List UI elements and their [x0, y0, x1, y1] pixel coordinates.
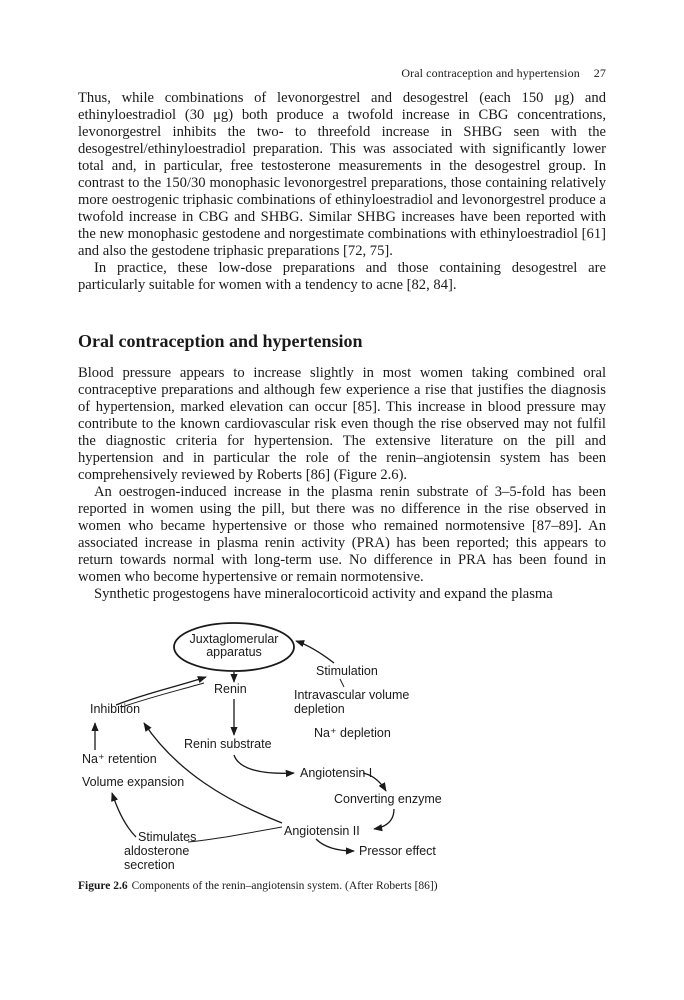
converting-enzyme-label: Converting enzyme [334, 792, 442, 806]
substrate-to-angiotensin-1-arrow [234, 755, 294, 773]
jga-label-line1: Juxtaglomerular [189, 632, 279, 646]
stimulation-label: Stimulation [316, 664, 378, 678]
paragraph: Blood pressure appears to increase slightly in most women taking combined oral contraceptive preparations and although few experience a rise that justifies the diagnosis of hypertension, marked elevation can occur [85]. This increase in blood pressure may contribute to the known cardiovascular risk even though the rise observed may not fulfil the diagnostic criteria for hypertension. The extensive literature on the pill and hypertension and in particular the role of the renin–angiotensin system has been comprehensively reviewed by Roberts [86] (Figure 2.6). [78, 365, 606, 483]
stimulates-label-line1: Stimulates [138, 830, 197, 844]
stimulation-tick [340, 679, 344, 687]
angiotensin-1-label: Angiotensin I [300, 766, 373, 780]
page-number: 27 [593, 66, 606, 80]
intravascular-label-line2: depletion [294, 702, 345, 716]
volume-expansion-label: Volume expansion [82, 775, 185, 789]
renin-substrate-label: Renin substrate [184, 737, 272, 751]
jga-label-line2: apparatus [206, 645, 262, 659]
angiotensin-2-to-pressor-arrow [316, 839, 354, 851]
intravascular-label-line1: Intravascular volume [294, 688, 410, 702]
figure-caption-text: Components of the renin–angiotensin system. (After Roberts [86]) [131, 880, 438, 892]
angiotensin-2-to-aldosterone-line [188, 827, 282, 842]
aldosterone-to-volume-arrow [112, 793, 136, 837]
inhibition-label: Inhibition [90, 702, 141, 716]
renin-angiotensin-diagram [76, 615, 476, 875]
paragraph: Thus, while combinations of levonorgestrel and desogestrel (each 150 μg) and ethinyloestradiol (30 μg) both produce a twofold increase in CBG concentrations, levonorgestrel inhibits the two- to threefold increase in SHBG seen with the desogestrel/ethinyloestradiol preparation. This was associated with significantly lower total and, in particular, free testosterone measurements in the desogestrel group. In contrast to the 150/30 monophasic levonorgestrel preparations, those containing relatively more oestrogenic triphasic combinations of ethinyloestradiol and levonorgestrel produce a twofold increase in CBG and SHBG. Similar SHBG increases have been reported with the new monophasic gestodene and norgestimate combinations with ethinyloestradiol [61] and also the gestodene triphasic preparations [72, 75]. [78, 90, 606, 259]
running-header [401, 66, 606, 81]
diagram-canvas [76, 615, 476, 875]
running-title: Oral contraception and hypertension [401, 66, 580, 80]
section-text [78, 365, 606, 603]
intro-text [78, 90, 606, 294]
figure-caption-label: Figure 2.6 [78, 880, 128, 892]
na-depletion-label: Na⁺ depletion [314, 726, 391, 740]
paragraph: Synthetic progestogens have mineralocorticoid activity and expand the plasma [94, 586, 553, 602]
paragraph: In practice, these low-dose preparations and those containing desogestrel are particularly suitable for women with a tendency to acne [82, 84]. [78, 260, 606, 293]
enzyme-to-angiotensin-2-arrow [374, 809, 394, 829]
angiotensin-2-label: Angiotensin II [284, 824, 360, 838]
figure-caption [78, 880, 438, 892]
renin-label: Renin [214, 682, 247, 696]
stimulation-arrow [296, 641, 334, 663]
section-heading: Oral contraception and hypertension [78, 331, 363, 351]
stimulates-label-line3: secretion [124, 858, 175, 872]
paragraph: An oestrogen-induced increase in the plasma renin substrate of 3–5-fold has been reported in women using the pill, but there was no difference in the rise observed in women who became hypertensive or those who remained normotensive [87–89]. An associated increase in plasma renin activity (PRA) has been reported; this appears to return towards normal with long-term use. No difference in PRA has been found in women who become hypertensive or remain normotensive. [78, 484, 606, 585]
pressor-effect-label: Pressor effect [359, 844, 436, 858]
inhibition-arrow-line [122, 683, 204, 707]
na-retention-label: Na⁺ retention [82, 752, 157, 766]
inhibition-arrow [116, 677, 206, 705]
stimulates-label-line2: aldosterone [124, 844, 190, 858]
